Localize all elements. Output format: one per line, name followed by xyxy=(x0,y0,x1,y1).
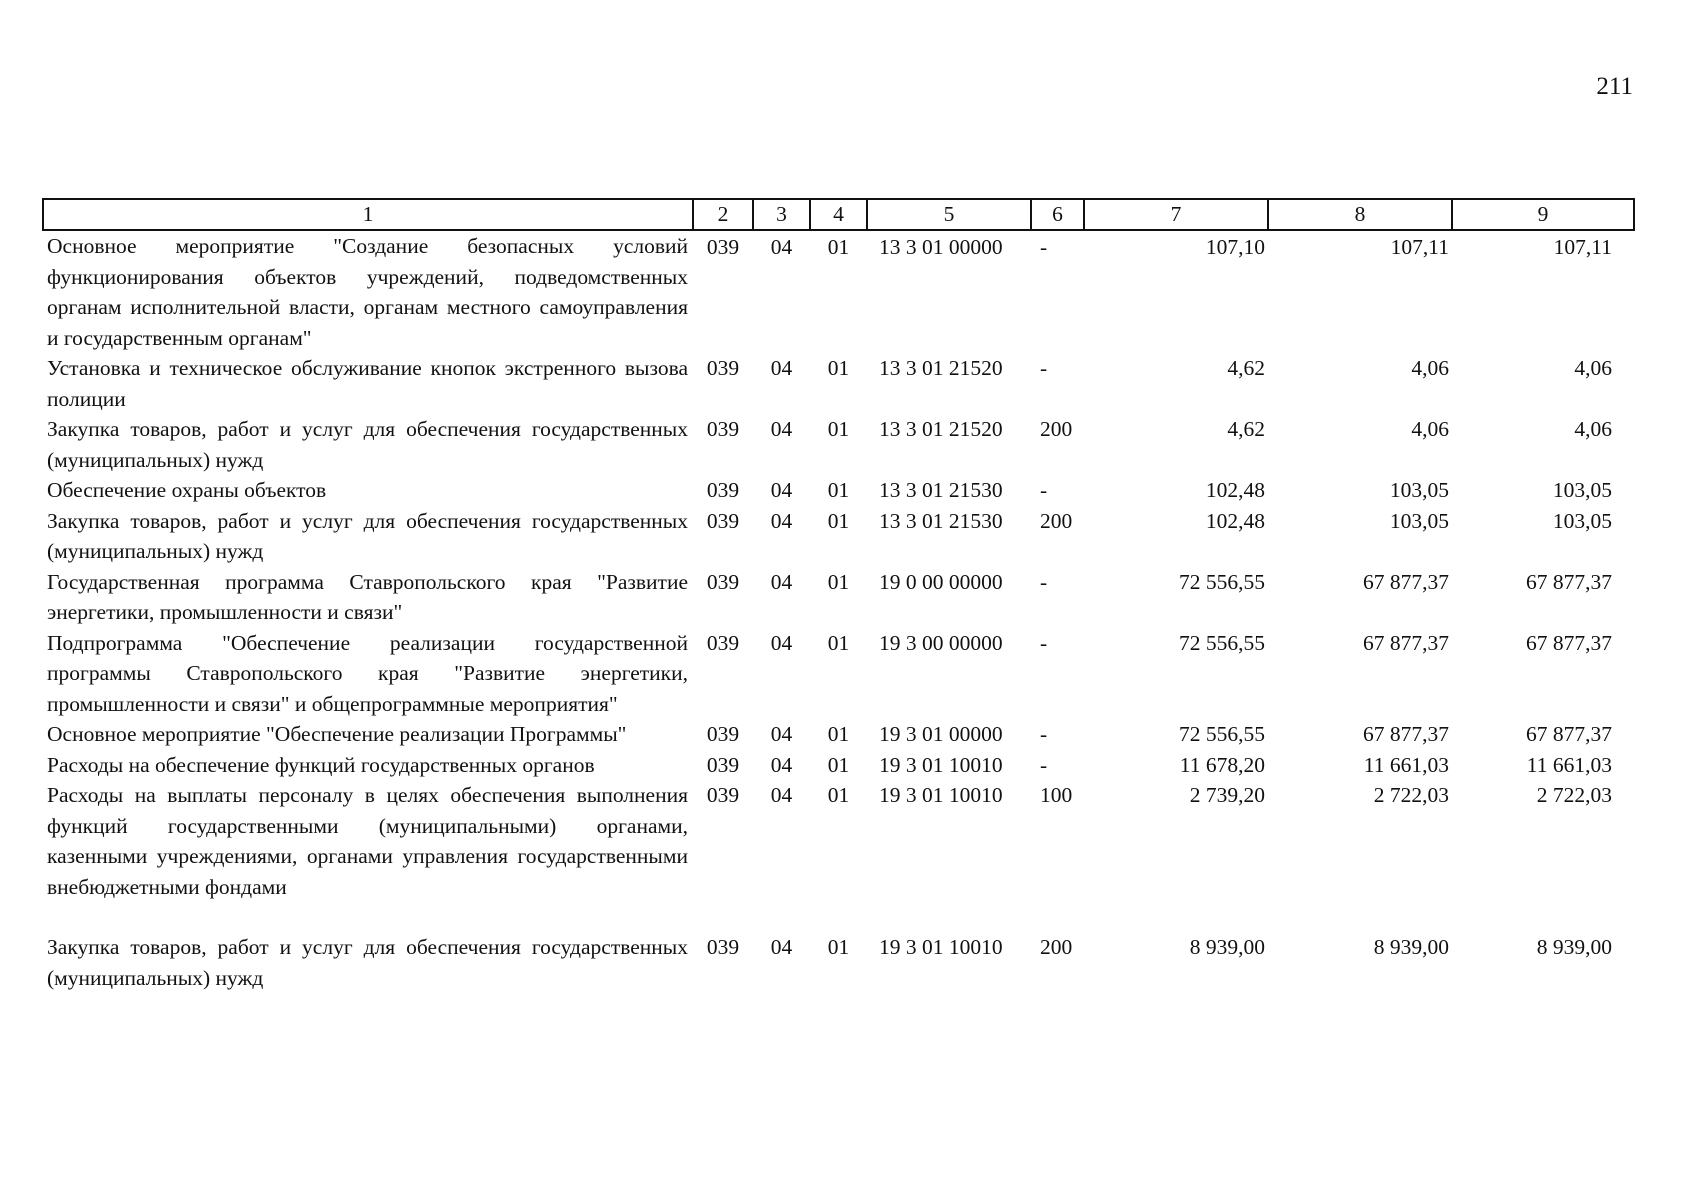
row-target-code: 13 3 01 21530 xyxy=(879,508,1003,533)
table-row xyxy=(43,719,1634,750)
table-row xyxy=(43,475,1634,506)
row-ved-code: 039 xyxy=(706,478,740,502)
row-name: Закупка товаров, работ и услуг для обеспечения государственных (муниципальных) нужд xyxy=(47,508,688,563)
row-subsection-code: 01 xyxy=(827,235,850,259)
row-name: Расходы на обеспечение функций государственных органов xyxy=(47,752,595,777)
row-expense-type-code: - xyxy=(1040,235,1048,259)
row-amount-col-7: 4,62 xyxy=(1227,356,1265,380)
row-ved-code: 039 xyxy=(706,935,740,959)
header-col-9: 9 xyxy=(1452,199,1634,230)
header-col-6: 6 xyxy=(1031,199,1084,230)
row-amount-col-9: 11 661,03 xyxy=(1526,752,1612,777)
row-ved-code: 039 xyxy=(706,630,740,655)
row-amount-col-7: 72 556,55 xyxy=(1179,722,1265,746)
row-section-code: 04 xyxy=(770,630,793,655)
row-expense-type-code: - xyxy=(1040,630,1048,655)
row-amount-col-8: 4,06 xyxy=(1411,356,1449,380)
row-amount-col-8: 103,05 xyxy=(1389,478,1449,502)
row-amount-col-9: 67 877,37 xyxy=(1526,569,1612,594)
table-row xyxy=(43,506,1634,567)
row-section-code: 04 xyxy=(770,508,793,533)
row-section-code: 04 xyxy=(770,935,793,959)
row-amount-col-9: 8 939,00 xyxy=(1536,935,1612,959)
row-amount-col-8: 4,06 xyxy=(1411,417,1449,441)
row-expense-type-code: - xyxy=(1040,569,1048,594)
row-amount-col-8: 11 661,03 xyxy=(1363,752,1449,777)
row-amount-col-9: 103,05 xyxy=(1552,508,1612,533)
row-section-code: 04 xyxy=(770,356,793,380)
table-row xyxy=(43,567,1634,628)
row-expense-type-code: - xyxy=(1040,478,1048,502)
row-amount-col-7: 102,48 xyxy=(1205,478,1265,502)
header-col-7: 7 xyxy=(1084,199,1268,230)
row-ved-code: 039 xyxy=(706,417,740,441)
row-amount-col-8: 2 722,03 xyxy=(1373,783,1449,807)
row-ved-code: 039 xyxy=(706,508,740,533)
row-target-code: 13 3 01 21530 xyxy=(879,478,1003,502)
row-name: Установка и техническое обслуживание кнопок экстренного вызова полиции xyxy=(47,356,688,411)
row-target-code: 19 3 01 10010 xyxy=(879,752,1003,777)
row-name: Подпрограмма "Обеспечение реализации государственной программы Ставропольского края "Развитие энергетики, промышленности и связи" и общепрограммные мероприятия" xyxy=(47,630,688,716)
row-subsection-code: 01 xyxy=(827,508,850,533)
table-row xyxy=(43,414,1634,475)
row-section-code: 04 xyxy=(770,722,793,746)
row-amount-col-9: 4,06 xyxy=(1574,417,1612,441)
table-body xyxy=(43,230,1634,993)
header-col-5: 5 xyxy=(867,199,1031,230)
row-name: Обеспечение охраны объектов xyxy=(47,478,327,502)
row-amount-col-7: 72 556,55 xyxy=(1179,569,1265,594)
row-section-code: 04 xyxy=(770,569,793,594)
row-expense-type-code: 100 xyxy=(1040,783,1073,807)
page-number: 211 xyxy=(1596,73,1633,100)
header-col-3: 3 xyxy=(753,199,810,230)
row-amount-col-9: 2 722,03 xyxy=(1536,783,1612,807)
budget-table xyxy=(42,198,1635,993)
table-row xyxy=(43,750,1634,781)
row-amount-col-7: 8 939,00 xyxy=(1189,935,1265,959)
row-ved-code: 039 xyxy=(706,569,740,594)
row-subsection-code: 01 xyxy=(827,752,850,777)
row-section-code: 04 xyxy=(770,417,793,441)
row-subsection-code: 01 xyxy=(827,630,850,655)
row-target-code: 19 3 01 10010 xyxy=(879,783,1003,807)
row-expense-type-code: - xyxy=(1040,356,1048,380)
header-row xyxy=(43,199,1634,230)
row-section-code: 04 xyxy=(770,235,793,259)
row-subsection-code: 01 xyxy=(827,722,850,746)
row-ved-code: 039 xyxy=(706,356,740,380)
row-subsection-code: 01 xyxy=(827,356,850,380)
row-subsection-code: 01 xyxy=(827,569,850,594)
row-amount-col-8: 67 877,37 xyxy=(1363,569,1449,594)
row-name: Закупка товаров, работ и услуг для обеспечения государственных (муниципальных) нужд xyxy=(47,935,688,990)
table-row xyxy=(43,230,1634,353)
row-name: Основное мероприятие "Обеспечение реализации Программы" xyxy=(47,722,627,746)
header-col-8: 8 xyxy=(1268,199,1452,230)
row-ved-code: 039 xyxy=(706,722,740,746)
row-name: Основное мероприятие "Создание безопасных условий функционирования объектов учреждений, подведомственных органам исполнительной власти, органам местного самоуправления и государственным органам" xyxy=(47,234,688,350)
row-target-code: 13 3 01 00000 xyxy=(879,235,1003,259)
row-amount-col-7: 72 556,55 xyxy=(1179,630,1265,655)
row-ved-code: 039 xyxy=(706,752,740,777)
row-amount-col-8: 103,05 xyxy=(1389,508,1449,533)
row-name: Государственная программа Ставропольского края "Развитие энергетики, промышленности и связи" xyxy=(47,569,688,624)
row-subsection-code: 01 xyxy=(827,478,850,502)
row-amount-col-9: 107,11 xyxy=(1553,235,1612,259)
row-expense-type-code: - xyxy=(1040,752,1048,777)
row-amount-col-8: 107,11 xyxy=(1390,235,1449,259)
row-amount-col-8: 8 939,00 xyxy=(1373,935,1449,959)
row-expense-type-code: 200 xyxy=(1040,417,1073,441)
header-col-2: 2 xyxy=(693,199,753,230)
row-target-code: 19 3 01 00000 xyxy=(879,722,1003,746)
row-amount-col-7: 11 678,20 xyxy=(1179,752,1265,777)
table-row xyxy=(43,628,1634,720)
row-amount-col-7: 102,48 xyxy=(1205,508,1265,533)
row-amount-col-9: 67 877,37 xyxy=(1526,630,1612,655)
table-row xyxy=(43,932,1634,993)
row-amount-col-7: 4,62 xyxy=(1227,417,1265,441)
row-target-code: 19 3 01 10010 xyxy=(879,935,1003,959)
row-amount-col-9: 67 877,37 xyxy=(1526,722,1612,746)
row-amount-col-8: 67 877,37 xyxy=(1363,630,1449,655)
row-amount-col-9: 4,06 xyxy=(1574,356,1612,380)
row-section-code: 04 xyxy=(770,752,793,777)
row-name: Закупка товаров, работ и услуг для обеспечения государственных (муниципальных) нужд xyxy=(47,417,688,472)
row-amount-col-7: 2 739,20 xyxy=(1189,783,1265,807)
header-col-4: 4 xyxy=(810,199,867,230)
header-col-1: 1 xyxy=(43,199,693,230)
table-row xyxy=(43,780,1634,932)
row-subsection-code: 01 xyxy=(827,783,850,807)
row-name: Расходы на выплаты персоналу в целях обеспечения выполнения функций государственными (муниципальными) органами, казенными учреждениями, органами управления государственными внебюджетными фондами xyxy=(47,783,688,899)
row-amount-col-9: 103,05 xyxy=(1552,478,1612,502)
row-section-code: 04 xyxy=(770,478,793,502)
row-target-code: 19 0 00 00000 xyxy=(879,569,1003,594)
row-section-code: 04 xyxy=(770,783,793,807)
row-amount-col-7: 107,10 xyxy=(1205,235,1265,259)
row-expense-type-code: - xyxy=(1040,722,1048,746)
row-amount-col-8: 67 877,37 xyxy=(1363,722,1449,746)
row-subsection-code: 01 xyxy=(827,935,850,959)
row-ved-code: 039 xyxy=(706,783,740,807)
table-row xyxy=(43,353,1634,414)
row-expense-type-code: 200 xyxy=(1040,508,1073,533)
row-subsection-code: 01 xyxy=(827,417,850,441)
row-ved-code: 039 xyxy=(706,235,740,259)
row-target-code: 19 3 00 00000 xyxy=(879,630,1003,655)
row-expense-type-code: 200 xyxy=(1040,935,1073,959)
row-target-code: 13 3 01 21520 xyxy=(879,417,1003,441)
row-target-code: 13 3 01 21520 xyxy=(879,356,1003,380)
